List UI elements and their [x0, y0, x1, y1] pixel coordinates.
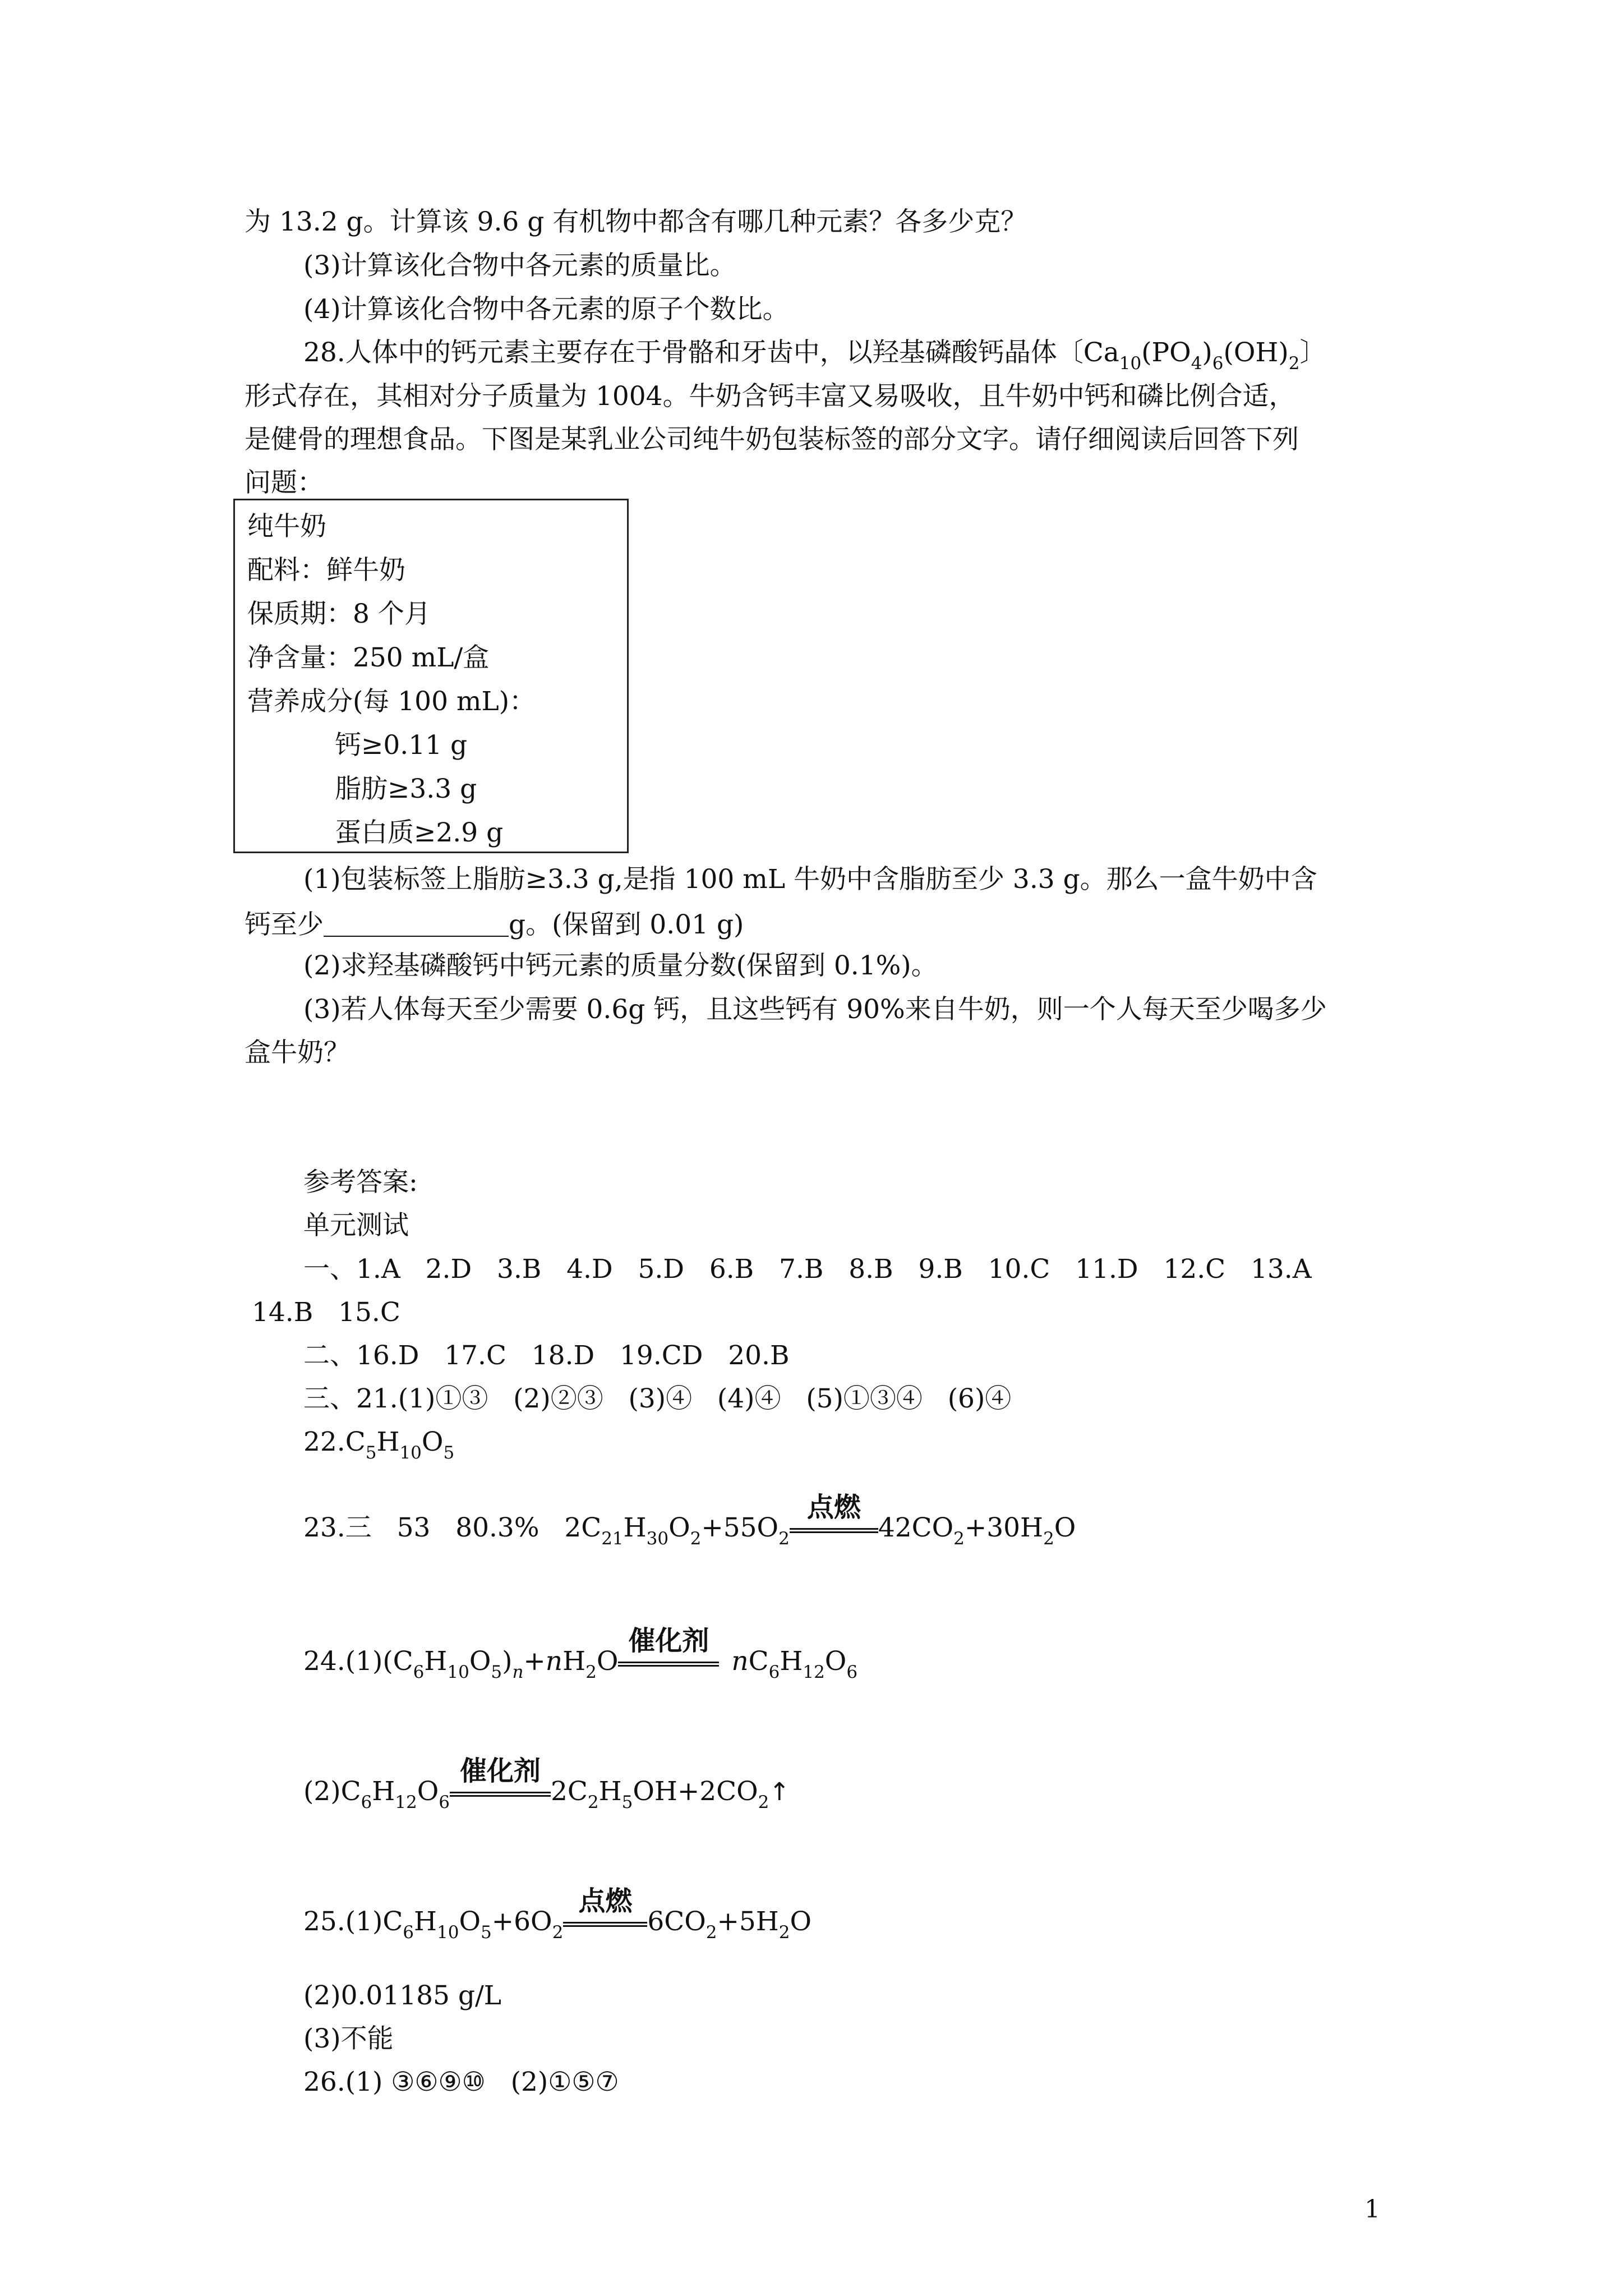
answers-section-1: 一、1.A 2.D 3.B 4.D 5.D 6.B 7.B 8.B 9.B 10.C 11.D 12.C 13.A [303, 1254, 1312, 1285]
answer-24-1 [303, 1625, 858, 1682]
formula-text: +5H [717, 1906, 779, 1937]
formula-subscript: 12 [803, 1662, 825, 1682]
formula-text: +30H [964, 1512, 1044, 1543]
formula-subscript: 6 [846, 1662, 858, 1682]
formula-subscript: 2 [690, 1529, 702, 1549]
formula-text: 〕 [1299, 337, 1326, 368]
formula-text: O [459, 1906, 481, 1937]
formula-subscript: 10 [437, 1922, 459, 1943]
formula-subscript: 12 [395, 1792, 417, 1812]
label-fat: 脂肪≥3.3 g [335, 774, 477, 804]
label-ingredients: 配料：鲜牛奶 [247, 555, 405, 586]
formula-text: (PO [1141, 337, 1191, 368]
answer-23 [303, 1492, 1076, 1549]
answer-22 [303, 1429, 454, 1462]
equals-sign [563, 1922, 647, 1927]
formula-subscript: 4 [1191, 353, 1202, 374]
formula-text: 24.(1)(C [303, 1646, 413, 1677]
formula-text: O [596, 1646, 619, 1677]
formula-subscript: 5 [443, 1443, 455, 1463]
formula-subscript: 2 [585, 1662, 597, 1682]
formula-subscript: 2 [587, 1792, 599, 1812]
q1-text-tail: g。(保留到 0.01 g) [509, 909, 744, 940]
formula-text: H [376, 1427, 400, 1457]
q1-text: 钙至少 [245, 909, 324, 940]
formula-text: O [1054, 1512, 1076, 1543]
label-protein: 蛋白质≥2.9 g [335, 817, 504, 848]
formula-text: 42CO [878, 1512, 954, 1543]
formula-text: H [780, 1646, 803, 1677]
condition-label: 点燃 [806, 1492, 861, 1523]
page-number: 1 [1364, 2195, 1380, 2224]
p28-question-2: (2)求羟基磷酸钙中钙元素的质量分数(保留到 0.1%)。 [303, 950, 938, 981]
formula-subscript: 5 [481, 1922, 492, 1943]
formula-text: H [623, 1512, 647, 1543]
formula-text: H [414, 1906, 437, 1937]
formula-subscript: 2 [778, 1529, 790, 1549]
p28-line1-text: 28.人体中的钙元素主要存在于骨骼和牙齿中，以羟基磷酸钙晶体〔Ca [303, 337, 1119, 368]
formula-subscript: 21 [601, 1529, 624, 1549]
p28-line-3: 是健骨的理想食品。下图是某乳业公司纯牛奶包装标签的部分文字。请仔细阅读后回答下列 [245, 424, 1299, 455]
answers-heading: 参考答案: [303, 1167, 418, 1198]
formula-text: 25.(1)C [303, 1906, 403, 1937]
formula-text: (2)C [303, 1776, 361, 1807]
gas-arrow-icon: ↑ [769, 1778, 790, 1806]
formula-text: n [731, 1646, 749, 1677]
condition-label: 催化剂 [460, 1755, 541, 1787]
formula-text: (OH) [1223, 337, 1289, 368]
p28-question-1: (1)包装标签上脂肪≥3.3 g,是指 100 mL 牛奶中含脂肪至少 3.3 g。那么一盒牛奶中含 [303, 864, 1317, 895]
reaction-condition-catalyst [450, 1755, 551, 1805]
formula-text: +6O [491, 1906, 552, 1937]
formula-subscript: n [512, 1662, 524, 1682]
formula-text: O [824, 1646, 847, 1677]
equals-sign [450, 1792, 551, 1797]
condition-label: 点燃 [578, 1885, 633, 1917]
formula-text: 22.C [303, 1427, 366, 1457]
p28-line-4: 问题： [245, 467, 324, 498]
formula-text: ) [1202, 337, 1212, 368]
formula-subscript: 5 [365, 1443, 377, 1463]
formula-subscript: 5 [621, 1792, 633, 1812]
answer-blank[interactable] [324, 909, 509, 937]
formula-text: O [469, 1646, 491, 1677]
equals-sign [790, 1528, 878, 1533]
formula-subscript: 6 [361, 1792, 372, 1812]
answers-unit-title: 单元测试 [303, 1210, 409, 1241]
formula-text: 23.三 53 80.3% 2C [303, 1512, 602, 1543]
p28-line-2: 形式存在，其相对分子质量为 1004。牛奶含钙丰富又易吸收，且牛奶中钙和磷比例合适， [245, 381, 1295, 412]
answer-25-1 [303, 1885, 812, 1943]
reaction-condition-ignite [563, 1885, 647, 1935]
answer-24-2 [303, 1755, 790, 1812]
formula-text: H [424, 1646, 448, 1677]
p27-question-3: (3)计算该化合物中各元素的质量比。 [303, 250, 736, 281]
formula-subscript: 2 [758, 1792, 769, 1812]
formula-subscript: 6 [439, 1792, 450, 1812]
label-product-name: 纯牛奶 [247, 511, 326, 542]
answer-25-3: (3)不能 [303, 2023, 394, 2054]
p27-continuation: 为 13.2 g。计算该 9.6 g 有机物中都含有哪几种元素？各多少克？ [245, 206, 1027, 237]
formula-text: H [372, 1776, 395, 1807]
formula-text: O [790, 1906, 812, 1937]
label-calcium: 钙≥0.11 g [335, 730, 468, 761]
formula-text: 6CO [647, 1906, 706, 1937]
formula-subscript: 2 [706, 1922, 717, 1943]
formula-text: O [421, 1427, 444, 1457]
formula-text: H [562, 1646, 586, 1677]
formula-subscript: 6 [403, 1922, 414, 1943]
answers-section-1-cont: 14.B 15.C [252, 1297, 400, 1328]
answer-25-2: (2)0.01185 g/L [303, 1980, 502, 2011]
formula-subscript: 6 [768, 1662, 780, 1682]
label-nutrition-heading: 营养成分(每 100 mL)： [247, 686, 536, 717]
p27-question-4: (4)计算该化合物中各元素的原子个数比。 [303, 294, 789, 325]
label-net-content: 净含量：250 mL/盒 [247, 642, 490, 673]
formula-subscript: 10 [1119, 353, 1142, 374]
formula-subscript: 2 [1288, 353, 1300, 374]
p28-question-3: (3)若人体每天至少需要 0.6g 钙，且这些钙有 90%来自牛奶，则一个人每天至少喝多少 [303, 994, 1327, 1025]
formula-text: H [598, 1776, 622, 1807]
formula-text: + [523, 1646, 546, 1677]
formula-subscript: 6 [1212, 353, 1224, 374]
formula-subscript: 2 [1043, 1529, 1054, 1549]
p28-question-1-cont [245, 909, 744, 938]
answers-section-2: 二、16.D 17.C 18.D 19.CD 20.B [303, 1340, 790, 1371]
formula-subscript: 2 [953, 1529, 965, 1549]
formula-subscript: 10 [399, 1443, 422, 1463]
formula-text: O [668, 1512, 690, 1543]
formula-text: +55O [701, 1512, 779, 1543]
formula-subscript: 6 [413, 1662, 425, 1682]
formula-subscript: 10 [447, 1662, 469, 1682]
condition-label: 催化剂 [628, 1625, 709, 1657]
formula-subscript: 30 [646, 1529, 669, 1549]
formula-subscript: 2 [552, 1922, 564, 1943]
reaction-condition-ignite [790, 1492, 878, 1541]
formula-subscript: 2 [778, 1922, 790, 1943]
formula-text: n [545, 1646, 563, 1677]
formula-text: 2C [551, 1776, 588, 1807]
p28-question-3-cont: 盒牛奶？ [245, 1037, 350, 1068]
p28-line-1 [303, 339, 1326, 372]
formula-text: OH+2CO [633, 1776, 758, 1807]
label-shelf-life: 保质期：8 个月 [247, 599, 431, 629]
formula-text: O [417, 1776, 439, 1807]
answer-26: 26.(1) ③⑥⑨⑩ (2)①⑤⑦ [303, 2067, 619, 2097]
answers-section-3: 三、21.(1)①③ (2)②③ (3)④ (4)④ (5)①③④ (6)④ [303, 1383, 1012, 1414]
formula-subscript: 5 [491, 1662, 502, 1682]
formula-text: C [748, 1646, 769, 1677]
equals-sign [618, 1662, 719, 1667]
formula-text: ) [502, 1646, 513, 1677]
reaction-condition-catalyst [618, 1625, 719, 1674]
